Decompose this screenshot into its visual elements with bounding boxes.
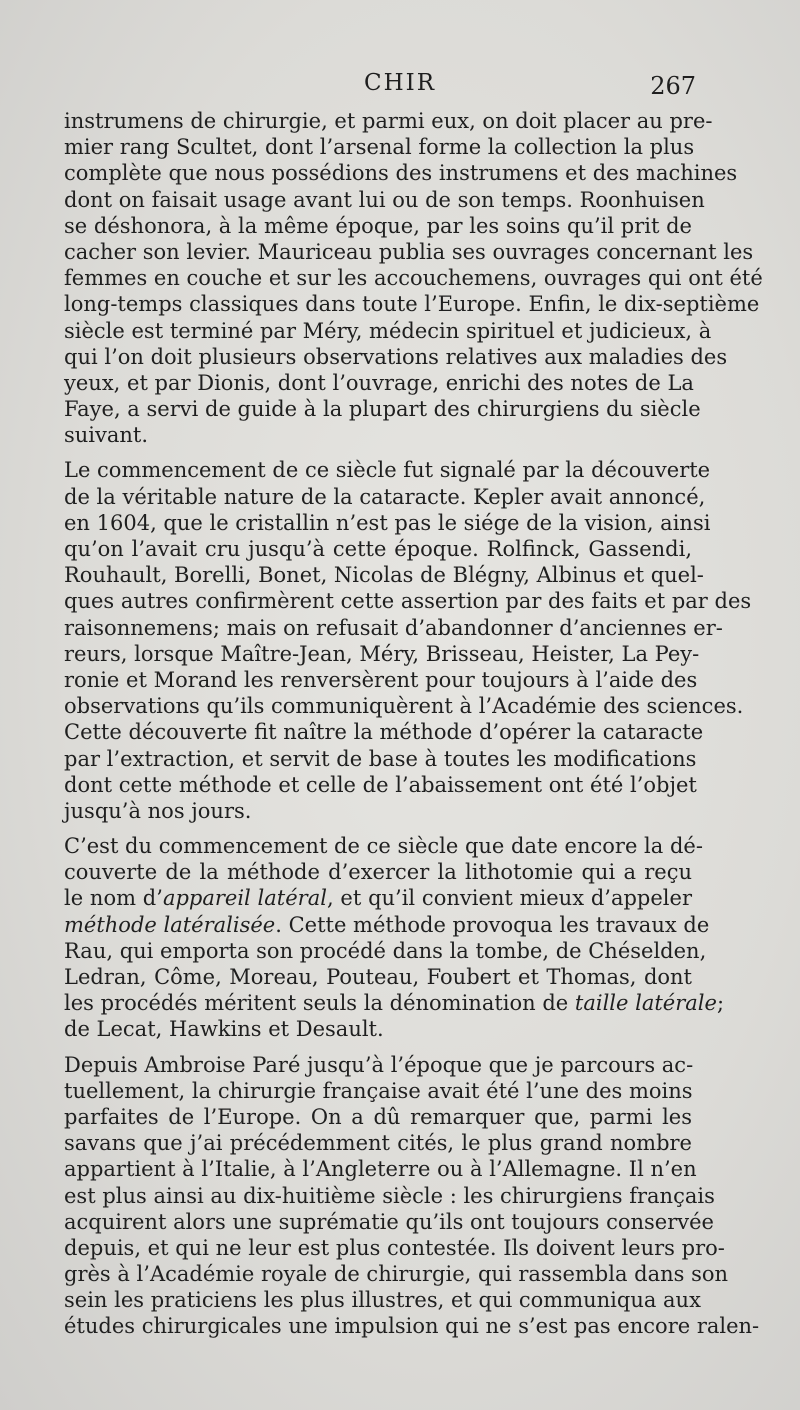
text-line: par l’extraction, et servit de base à toutes les modifications <box>64 746 697 771</box>
text-line: en 1604, que le cristallin n’est pas le siége de la vision, ainsi <box>64 510 711 535</box>
text-line: parfaites de l’Europe. On a dû remarquer que, parmi les <box>64 1104 692 1129</box>
text-line: complète que nous possédions des instrumens et des machines <box>64 161 738 186</box>
paragraph-gap <box>64 448 692 457</box>
text-line: est plus ainsi au dix-huitième siècle : les chirurgiens français <box>64 1183 715 1208</box>
text-line: appartient à l’Italie, à l’Angleterre ou à l’Allemagne. Il n’en <box>64 1157 697 1182</box>
text-line: ronie et Morand les renversèrent pour toujours à l’aide des <box>64 667 698 692</box>
page-header <box>0 70 800 104</box>
text-line: qui l’on doit plusieurs observations relatives aux maladies des <box>64 344 728 369</box>
text-line: Depuis Ambroise Paré jusqu’à l’époque que je parcours ac- <box>64 1052 694 1077</box>
text-line: tuellement, la chirurgie française avait été l’une des moins <box>64 1078 693 1103</box>
text-line: siècle est terminé par Méry, médecin spirituel et judicieux, à <box>64 318 712 343</box>
paragraph-gap <box>64 1043 692 1052</box>
text-line: Rau, qui emporta son procédé dans la tombe, de Chéselden, <box>64 938 707 963</box>
text-line: méthode latéralisée. Cette méthode provoqua les travaux de <box>64 912 710 937</box>
italic-phrase: taille latérale <box>574 991 717 1016</box>
text-line: dont on faisait usage avant lui ou de son temps. Roonhuisen <box>64 187 705 212</box>
text-line: grès à l’Académie royale de chirurgie, qui rassembla dans son <box>64 1262 729 1287</box>
paragraph-gap <box>64 824 692 833</box>
text-line: acquirent alors une suprématie qu’ils ont toujours conservée <box>64 1209 714 1234</box>
text-line: études chirurgicales une impulsion qui ne s’est pas encore ralen- <box>64 1314 760 1339</box>
text-line: Cette découverte fit naître la méthode d’opérer la cataracte <box>64 720 704 745</box>
text-line: Le commencement de ce siècle fut signalé par la découverte <box>64 458 711 483</box>
paragraph <box>64 1052 760 1340</box>
text-line: raisonnemens; mais on refusait d’abandonner d’anciennes er- <box>64 615 723 640</box>
italic-phrase: appareil latéral <box>162 886 327 911</box>
text-line: Rouhault, Borelli, Bonet, Nicolas de Blégny, Albinus et quel- <box>64 563 704 588</box>
text-line: cacher son levier. Mauriceau publia ses ouvrages concernant les <box>64 239 754 264</box>
text-line: Ledran, Côme, Moreau, Pouteau, Foubert et Thomas, dont <box>64 965 692 989</box>
text-line: observations qu’ils communiquèrent à l’Académie des sciences. <box>64 694 744 719</box>
paragraph <box>64 108 763 448</box>
body-text <box>64 108 763 1340</box>
text-line: mier rang Scultet, dont l’arsenal forme la collection la plus <box>64 135 695 160</box>
text-line: suivant. <box>64 423 149 448</box>
text-line: de Lecat, Hawkins et Desault. <box>64 1017 384 1042</box>
text-line: les procédés méritent seuls la dénomination de taille latérale; <box>64 991 725 1016</box>
text-line: sein les praticiens les plus illustres, et qui communiqua aux <box>64 1288 701 1313</box>
text-line: se déshonora, à la même époque, par les soins qu’il prit de <box>64 213 692 238</box>
text-line: savans que j’ai précédemment cités, le plus grand nombre <box>64 1131 692 1156</box>
text-line: dont cette méthode et celle de l’abaissement ont été l’objet <box>64 772 697 797</box>
paragraph <box>64 457 752 824</box>
text-line: jusqu’à nos jours. <box>64 798 252 823</box>
text-line: couverte de la méthode d’exercer la lithotomie qui a reçu <box>64 860 692 885</box>
text-line: yeux, et par Dionis, dont l’ouvrage, enrichi des notes de La <box>64 370 694 395</box>
text-line: instrumens de chirurgie, et parmi eux, on doit placer au pre- <box>64 109 713 133</box>
running-head: CHIR <box>363 70 437 96</box>
text-line: Faye, a servi de guide à la plupart des chirurgiens du siècle <box>64 397 701 422</box>
text-line: C’est du commencement de ce siècle que date encore la dé- <box>64 834 703 859</box>
text-line: ques autres confirmèrent cette assertion par des faits et par des <box>64 589 752 614</box>
text-line: long-temps classiques dans toute l’Europe. Enfin, le dix-septième <box>64 292 760 317</box>
text-line: reurs, lorsque Maître-Jean, Méry, Brisseau, Heister, La Pey- <box>64 641 700 666</box>
page-number: 267 <box>650 72 696 100</box>
text-line: qu’on l’avait cru jusqu’à cette époque. Rolfinck, Gassendi, <box>64 537 692 561</box>
italic-phrase: méthode latéralisée <box>64 912 276 937</box>
text-line: le nom d’appareil latéral, et qu’il convient mieux d’appeler <box>64 886 692 911</box>
paragraph <box>64 833 725 1043</box>
text-line: de la véritable nature de la cataracte. Kepler avait annoncé, <box>64 484 706 509</box>
text-line: femmes en couche et sur les accouchemens, ouvrages qui ont été <box>64 266 763 291</box>
text-line: depuis, et qui ne leur est plus contestée. Ils doivent leurs pro- <box>64 1235 725 1260</box>
